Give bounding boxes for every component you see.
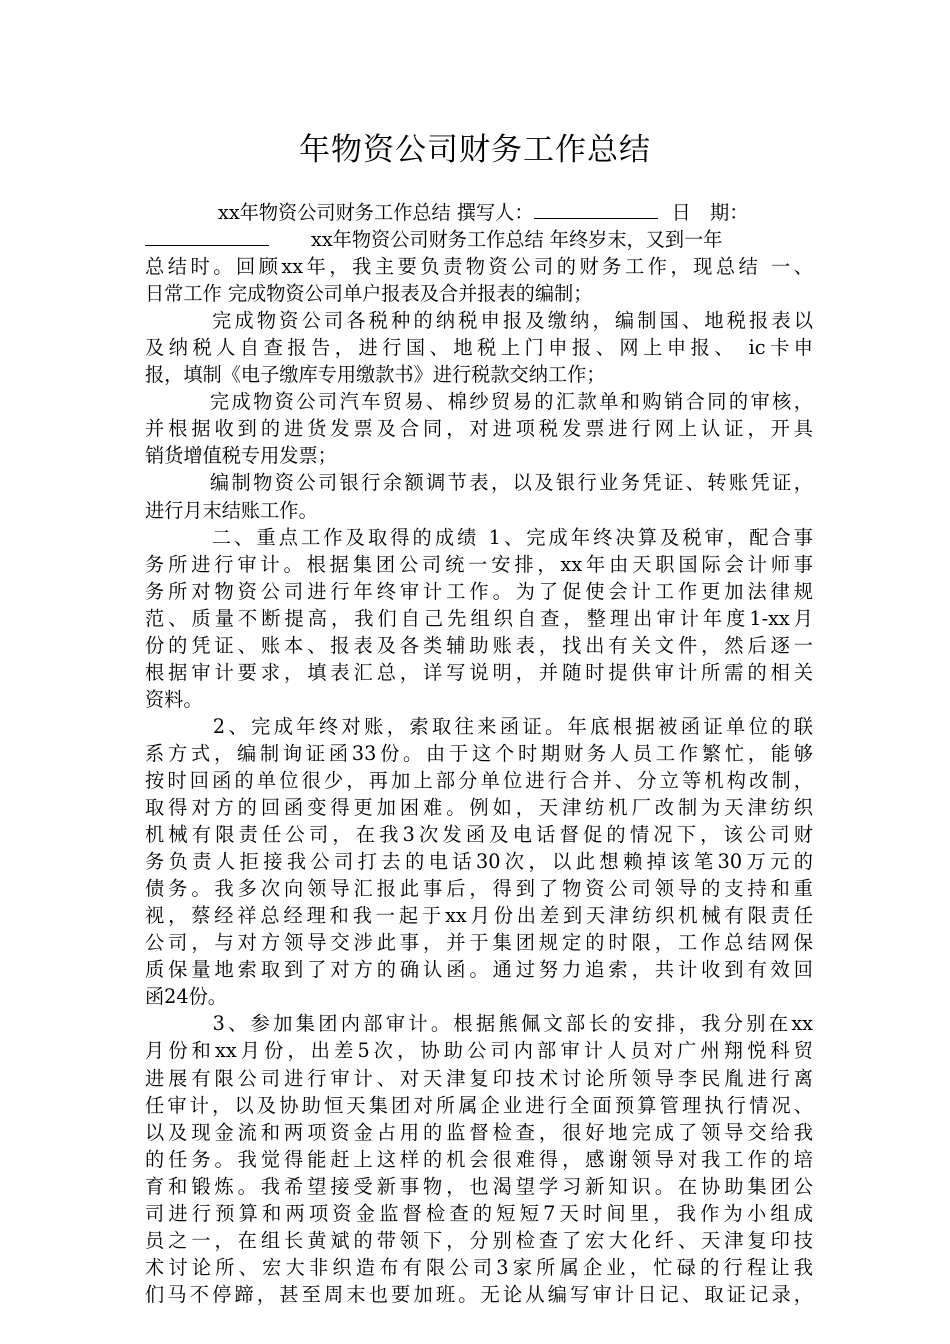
body-line: 范、质量不断提高，我们自己先组织自查，整理出审计年度1-xx月 (145, 606, 813, 630)
date-label: 日 期： (665, 201, 749, 224)
body-line: 务负责人拒接我公司打去的电话30次，以此想赖掉该笔30万元的 (145, 850, 813, 874)
body-line: 并根据收到的进货发票及合同，对进项税发票进行网上认证，开具 (145, 417, 813, 441)
body-line: 债务。我多次向领导汇报此事后，得到了物资公司领导的支持和重 (145, 877, 813, 901)
body-line: 日常工作 完成物资公司单户报表及合并报表的编制； (145, 282, 593, 306)
body-lines (145, 253, 813, 1308)
body-line: 质保量地索取到了对方的确认函。通过努力追索，共计收到有效回 (145, 958, 813, 982)
body-line: 编制物资公司银行余额调节表，以及银行业务凭证、转账凭证， (145, 471, 813, 495)
header-lead: xx年物资公司财务工作总结 撰写人： (218, 201, 534, 224)
body-line: 取得对方的回函变得更加困难。例如，天津纺机厂改制为天津纺织 (145, 796, 813, 820)
date-blank (145, 227, 269, 246)
body-line: 销货增值税专用发票； (145, 444, 337, 468)
body-line: 机械有限责任公司，在我3次发函及电话督促的情况下，该公司财 (145, 823, 813, 847)
body-line: 进展有限公司进行审计、对天津复印技术讨论所领导李民胤进行离 (145, 1066, 813, 1090)
body-line: 月份和xx月份，出差5次，协助公司内部审计人员对广州翔悦科贸 (145, 1039, 813, 1063)
body-line: 及纳税人自查报告，进行国、地税上门申报、网上申报、 ic卡申 (145, 336, 813, 360)
body-line: 份的凭证、账本、报表及各类辅助账表，找出有关文件，然后逐一 (145, 633, 813, 657)
body-line: xx年物资公司财务工作总结 年终岁末，又到一年 (311, 228, 723, 252)
body-line: 根据审计要求，填表汇总，详写说明，并随时提供审计所需的相关 (145, 660, 813, 684)
body-line: 完成物资公司各税种的纳税申报及缴纳，编制国、地税报表以 (145, 309, 813, 333)
body-line: 视，蔡经祥总经理和我一起于xx月份出差到天津纺织机械有限责任 (145, 904, 813, 928)
document-body (145, 199, 813, 1308)
body-line: 育和锻炼。我希望接受新事物，也渴望学习新知识。在协助集团公 (145, 1174, 813, 1198)
body-line: 完成物资公司汽车贸易、棉纱贸易的汇款单和购销合同的审核， (145, 390, 813, 414)
body-line: 公司，与对方领导交涉此事，并于集团规定的时限，工作总结网保 (145, 931, 813, 955)
document-title: 年物资公司财务工作总结 (299, 132, 651, 168)
body-line: 函24份。 (145, 985, 227, 1009)
body-line: 术讨论所、宏大非织造布有限公司3家所属企业，忙碌的行程让我 (145, 1255, 813, 1279)
date-blank-line (145, 226, 813, 253)
body-line: 报，填制《电子缴库专用缴款书》进行税款交纳工作； (145, 363, 606, 387)
body-line: 总结时。回顾xx年，我主要负责物资公司的财务工作，现总结 一、 (145, 255, 813, 279)
body-line: 们马不停蹄，甚至周末也要加班。无论从编写审计日记、取证记录， (145, 1282, 813, 1306)
body-line: 员之一，在组长黄斌的带领下，分别检查了宏大化纤、天津复印技 (145, 1228, 813, 1252)
body-line: 务所对物资公司进行年终审计工作。为了促使会计工作更加法律规 (145, 579, 813, 603)
body-line: 系方式，编制询证函33份。由于这个时期财务人员工作繁忙，能够 (145, 741, 813, 765)
body-line: 以及现金流和两项资金占用的监督检查，很好地完成了领导交给我 (145, 1120, 813, 1144)
body-line: 任审计，以及协助恒天集团对所属企业进行全面预算管理执行情况、 (145, 1093, 813, 1117)
body-line: 按时回函的单位很少，再加上部分单位进行合并、分立等机构改制， (145, 768, 813, 792)
body-line: 2、完成年终对账，索取往来函证。年底根据被函证单位的联 (145, 714, 813, 738)
header-line (145, 199, 813, 226)
body-line: 二、重点工作及取得的成绩 1、完成年终决算及税审，配合事 (145, 525, 813, 549)
body-line: 资料。 (145, 687, 203, 711)
body-line: 进行月末结账工作。 (145, 498, 318, 522)
body-line: 3、参加集团内部审计。根据熊佩文部长的安排，我分别在xx (145, 1012, 813, 1036)
body-line: 司进行预算和两项资金监督检查的短短7天时间里，我作为小组成 (145, 1201, 813, 1225)
body-line: 务所进行审计。根据集团公司统一安排，xx年由天职国际会计师事 (145, 552, 813, 576)
writer-blank (534, 200, 658, 219)
body-line: 的任务。我觉得能赶上这样的机会很难得，感谢领导对我工作的培 (145, 1147, 813, 1171)
